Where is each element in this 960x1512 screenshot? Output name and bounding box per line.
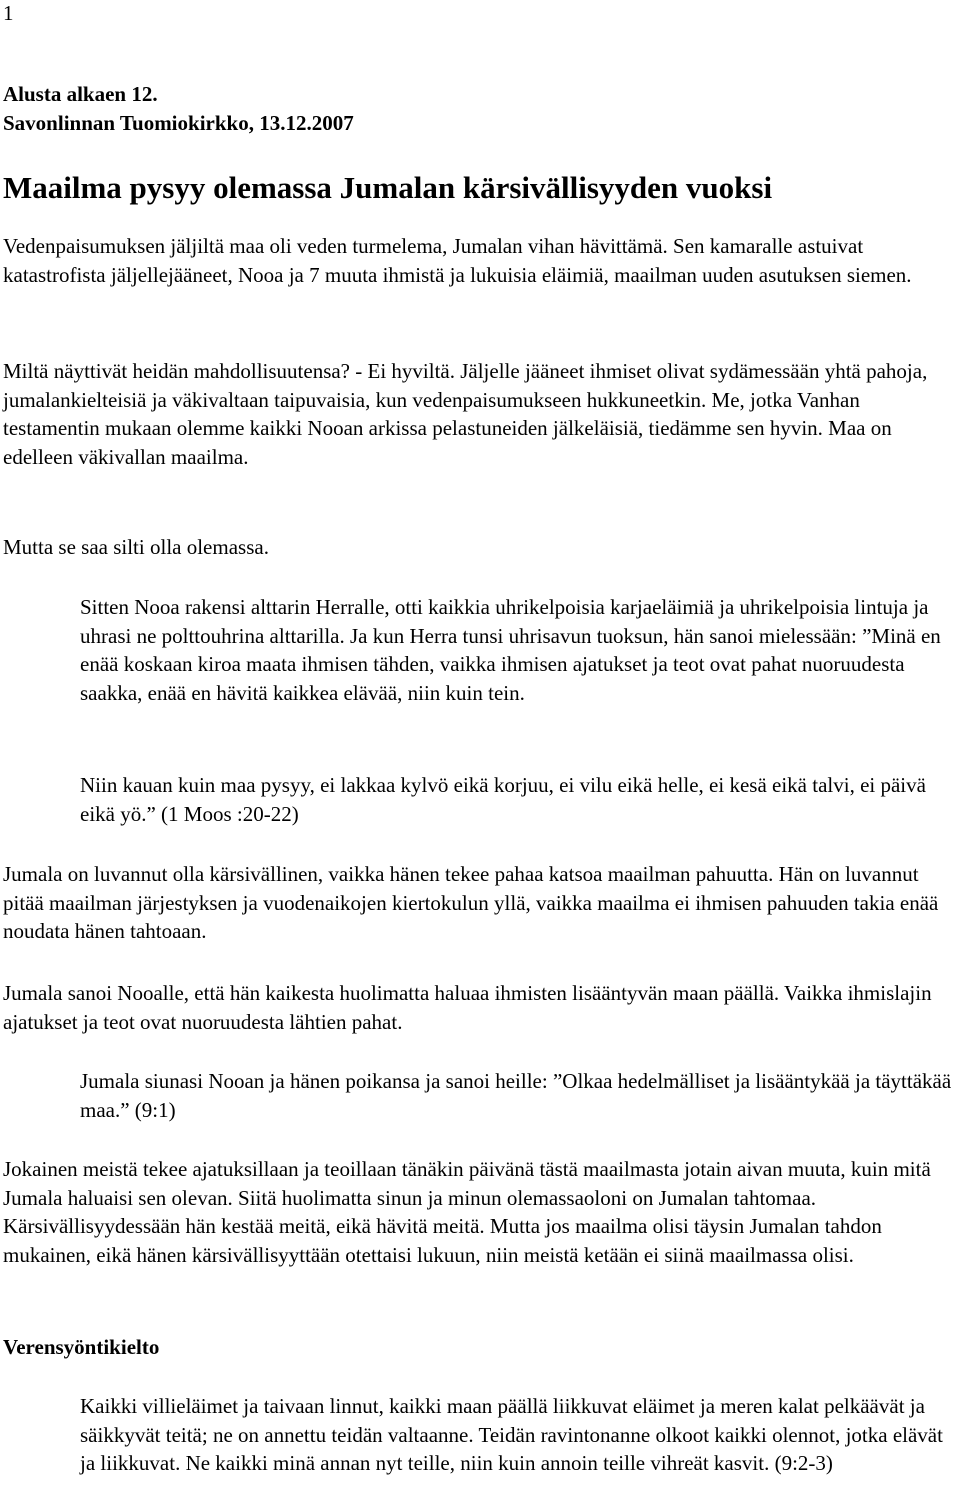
- quote-3: Jumala siunasi Nooan ja hänen poikansa ja sanoi heille: ”Olkaa hedelmälliset ja lisääntykää ja täyttäkää maa.” (9:1): [80, 1069, 952, 1122]
- header-series-title: Alusta alkaen 12.: [3, 82, 158, 106]
- section-heading: Verensyöntikielto: [3, 1335, 160, 1359]
- paragraph-6: Jokainen meistä tekee ajatuksillaan ja teoillaan tänäkin päivänä tästä maailmasta jotain aivan muuta, kuin mitä Jumala haluaisi sen olevan. Siitä huolimatta sinun ja minun olemassaoloni on Jumalan tahtomaa. Kärsivällisyydessään hän kestää meitä, eikä hävitä meitä. Mutta jos maailma olisi täysin Jumalan tahdon mukainen, eikä hänen kärsivällisyyttään otettaisi lukuun, niin meistä ketään ei siinä maailmassa olisi.: [3, 1157, 931, 1267]
- header: [3, 80, 958, 137]
- header-venue-date: Savonlinnan Tuomiokirkko, 13.12.2007: [3, 110, 354, 135]
- quote-2: Niin kauan kuin maa pysyy, ei lakkaa kylvö eikä korjuu, ei vilu eikä helle, ei kesä eikä talvi, ei päivä eikä yö.” (1 Moos :20-22): [80, 773, 926, 826]
- document-title: Maailma pysyy olemassa Jumalan kärsivällisyyden vuoksi: [3, 170, 773, 205]
- paragraph-4: Jumala on luvannut olla kärsivällinen, vaikka hänen tekee pahaa katsoa maailman pahuutta. Hän on luvannut pitää maailman järjestyksen ja vuodenaikojen kiertokulun yllä, vaikka maailma ei ihmisen pahuuden takia enää noudata hänen tahtoaan.: [3, 862, 939, 944]
- quote-4: Kaikki villieläimet ja taivaan linnut, kaikki maan päällä liikkuvat eläimet ja meren kalat pelkäävät ja säikkyvät teitä; ne on annettu teidän valtaanne. Teidän ravintonanne olkoot kaikki olennot, jotka elävät ja liikkuvat. Ne kaikki minä annan nyt teille, niin kuin annoin teille vihreät kasvit. (9:2-3): [80, 1394, 943, 1476]
- page-number: 1: [3, 1, 14, 25]
- quote-1: Sitten Nooa rakensi alttarin Herralle, otti kaikkia uhrikelpoisia karjaeläimiä ja uhrikelpoisia lintuja ja uhrasi ne polttouhrina alttarilla. Ja kun Herra tunsi uhrisavun tuoksun, hän sanoi mielessään: ”Minä en enää koskaan kiroa maata ihmisen tähden, vaikka ihmisen ajatukset ja teot ovat pahat nuoruudesta saakka, enää en hävitä kaikkea elävää, niin kuin tein.: [80, 595, 941, 705]
- paragraph-3: Mutta se saa silti olla olemassa.: [3, 535, 269, 559]
- paragraph-5: Jumala sanoi Nooalle, että hän kaikesta huolimatta haluaa ihmisten lisääntyvän maan päällä. Vaikka ihmislajin ajatukset ja teot ovat nuoruudesta lähtien pahat.: [3, 981, 932, 1034]
- paragraph-1: Vedenpaisumuksen jäljiltä maa oli veden turmelema, Jumalan vihan hävittämä. Sen kamaralle astuivat katastrofista jäljellejääneet, Nooa ja 7 muuta ihmistä ja lukuisia eläimiä, maailman uuden asutuksen siemen.: [3, 234, 912, 287]
- paragraph-2: Miltä näyttivät heidän mahdollisuutensa? - Ei hyviltä. Jäljelle jääneet ihmiset olivat sydämessään yhtä pahoja, jumalankielteisiä ja väkivaltaan taipuvaisia, kun vedenpaisumukseen hukkuneetkin. Me, jotka Vanhan testamentin mukaan olemme kaikki Nooan arkissa pelastuneiden jälkeläisiä, tiedämme sen hyvin. Maa on edelleen väkivallan maailma.: [3, 359, 928, 469]
